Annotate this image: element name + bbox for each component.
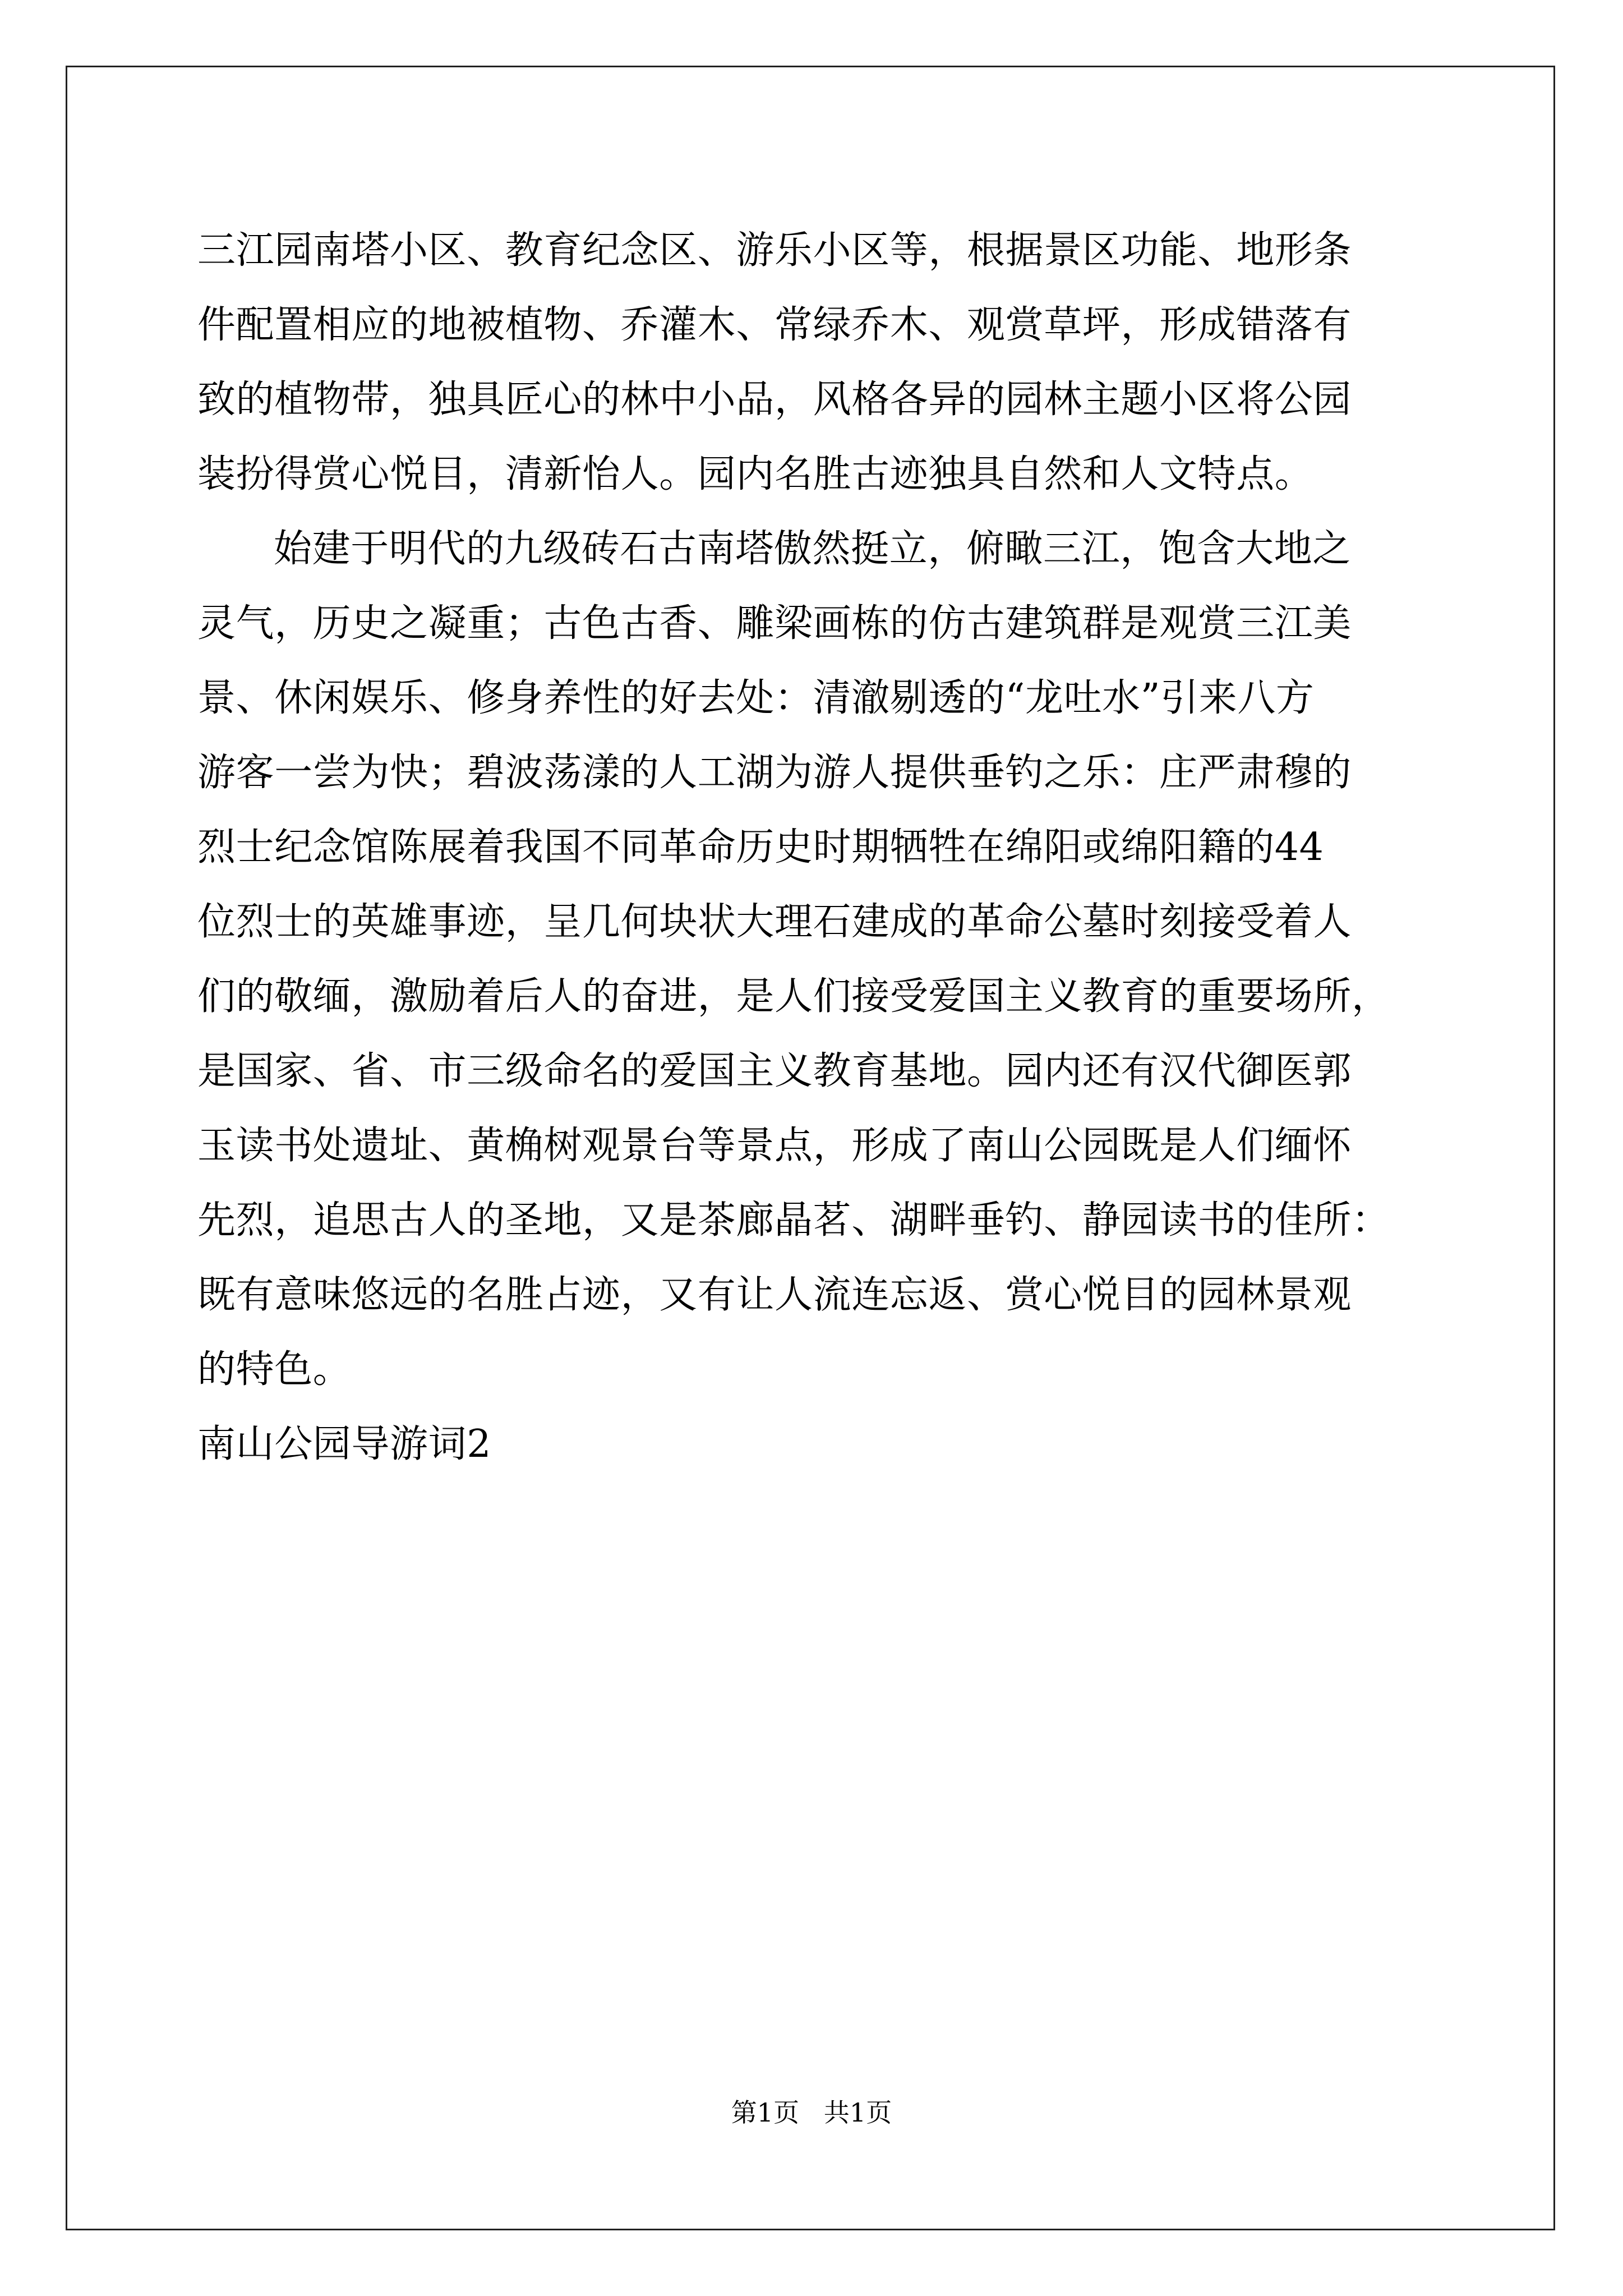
text-line: 件配置相应的地被植物、乔灌木、常绿乔木、观赏草坪，形成错落有: [197, 303, 1352, 347]
text-line: 致的植物带，独具匠心的林中小品，风格各异的园林主题小区将公园: [197, 378, 1352, 422]
paragraph-1: [197, 213, 1431, 512]
text-line: 游客一尝为快；碧波荡漾的人工湖为游人提供垂钓之乐：庄严肃穆的: [197, 751, 1352, 795]
section-heading: 南山公园导游词2: [197, 1422, 492, 1466]
text-line: 的特色。: [197, 1347, 352, 1392]
text-line: 玉读书处遗址、黄桷树观景台等景点，形成了南山公园既是人们缅怀: [197, 1124, 1352, 1168]
text-line: 位烈士的英雄事迹，呈几何块状大理石建成的革命公墓时刻接受着人: [197, 900, 1352, 944]
document-body: [197, 213, 1431, 1481]
text-line: 景、休闲娱乐、修身养性的好去处：清澈剔透的“龙吐水”引来八方: [197, 676, 1315, 720]
text-line: 灵气，历史之凝重；古色古香、雕梁画栋的仿古建筑群是观赏三江美: [197, 601, 1352, 646]
text-line: 装扮得赏心悦目，清新怡人。园内名胜古迹独具自然和人文特点。: [197, 452, 1313, 496]
page-footer: 第1页 共1页: [731, 2097, 892, 2128]
text-line: 三江园南塔小区、教育纪念区、游乐小区等，根据景区功能、地形条: [197, 228, 1352, 273]
text-line: 先烈，追思古人的圣地，又是茶廊晶茗、湖畔垂钓、静园读书的佳所：: [197, 1198, 1390, 1243]
text-line: 是国家、省、市三级命名的爱国主义教育基地。园内还有汉代御医郭: [197, 1049, 1352, 1093]
text-line: 既有意味悠远的名胜占迹，又有让人流连忘返、赏心悦目的园林景观: [197, 1273, 1352, 1317]
paragraph-2: [197, 512, 1431, 1407]
text-line: 始建于明代的九级砖石古南塔傲然挺立，俯瞰三江，饱含大地之: [274, 527, 1351, 571]
text-line: 烈士纪念馆陈展着我国不同革命历史时期牺牲在绵阳或绵阳籍的44: [197, 825, 1324, 869]
text-line: 们的敬缅，激励着后人的奋进，是人们接受爱国主义教育的重要场所，: [197, 974, 1390, 1019]
